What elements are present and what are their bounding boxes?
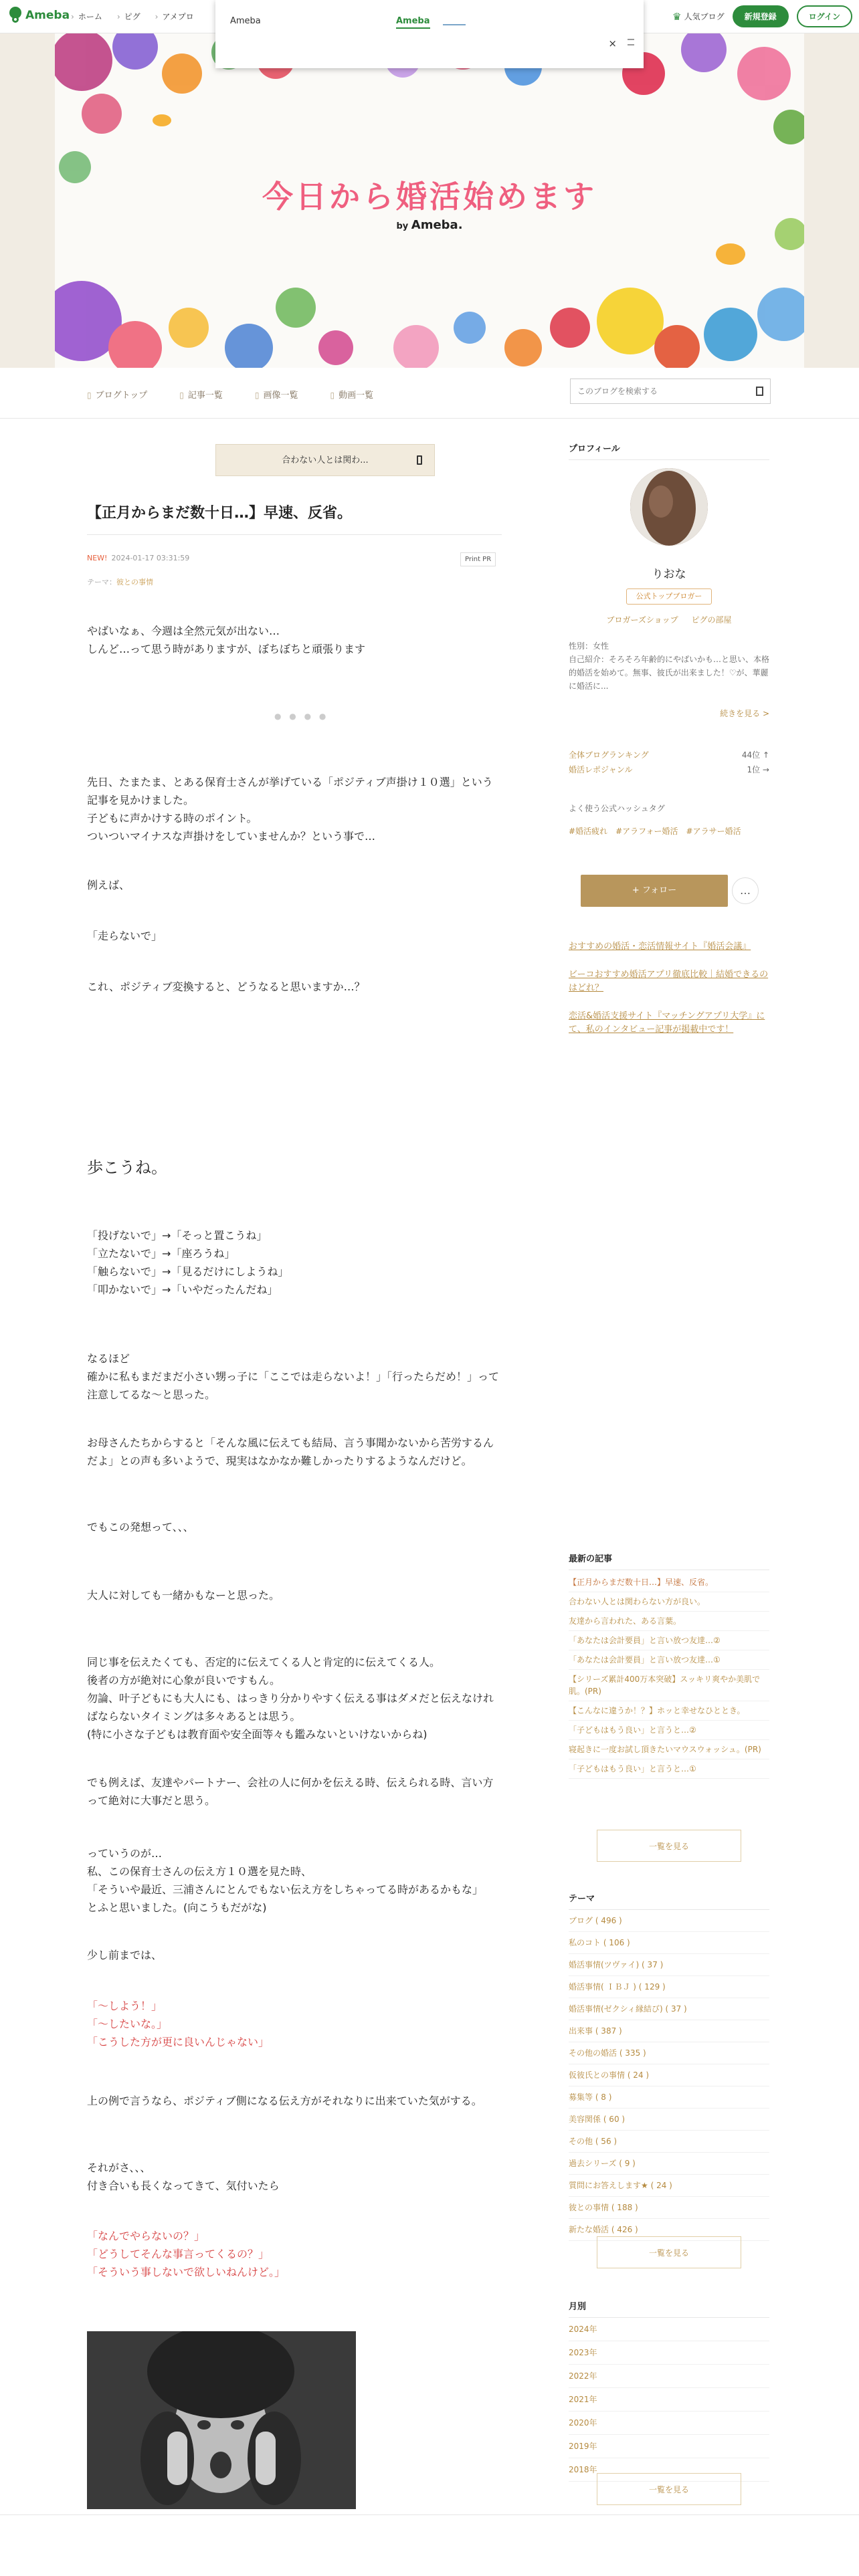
theme-item[interactable]: 私のコト ( 106 ) xyxy=(569,1932,769,1954)
official-links xyxy=(569,614,769,625)
new-badge: NEW! xyxy=(87,554,108,562)
crown-icon: ♛ xyxy=(672,10,682,23)
hashtag-1[interactable]: #婚活疲れ xyxy=(569,827,608,836)
prev-entry-button[interactable] xyxy=(215,444,435,476)
register-button[interactable]: 新規登録 xyxy=(733,5,789,27)
entry-icon xyxy=(417,455,422,465)
recent-item[interactable]: 「あなたは会計要員」と言い放つ友達…② xyxy=(569,1631,769,1650)
ranking-genre-value: 1位 → xyxy=(747,765,769,774)
more-options-button[interactable]: … xyxy=(732,877,759,904)
theme-item[interactable]: 過去シリーズ ( 9 ) xyxy=(569,2153,769,2175)
ranking-genre-label: 婚活レポジャンル xyxy=(569,765,633,774)
hashtag-3[interactable]: #アラサー婚活 xyxy=(686,827,741,836)
ad-link-2[interactable]: ビーコおすすめ婚活アプリ徹底比較｜結婚できるのはどれ？ xyxy=(569,970,769,993)
popup-close-button[interactable]: × xyxy=(608,37,617,49)
banner-byline xyxy=(55,218,804,232)
banner-title: 今日から婚活始めます xyxy=(262,179,597,215)
post-paragraph-4: 「走らないで」 xyxy=(87,930,163,942)
menu-icon[interactable] xyxy=(628,39,634,45)
profile-description: 性別：女性 自己紹介：そろそろ年齢的にやばいかも…と思い、本格的婚活を始めて。無事、彼氏が出来ました！♡が、華麗に婚活に... xyxy=(569,641,770,691)
theme-item[interactable]: 婚活事情( ＩＢＪ ) ( 129 ) xyxy=(569,1976,769,1998)
nav-pigg[interactable]: › ピグ xyxy=(117,11,140,22)
ad-link-1[interactable]: おすすめの婚活・恋活情報サイト『婚活会議』 xyxy=(569,942,751,952)
post-paragraph-13: っていうのが… 私、この保育士さんの伝え方１０選を見た時、 「そういや最近、三浦さんにとんでもない伝え方をしちゃってる時があるかもな」 とふと思いました。(向こうもだがな) xyxy=(87,1847,484,1914)
official-badge: 公式トップブロガー xyxy=(626,588,712,605)
nav-image-list[interactable]: ▯ 画像一覧 xyxy=(255,388,298,401)
recent-item[interactable]: 「あなたは会計要員」と言い放つ友達…① xyxy=(569,1650,769,1670)
recent-item[interactable]: 友達から言われた、ある言葉。 xyxy=(569,1612,769,1631)
header-popup xyxy=(215,0,644,68)
hashtag-2[interactable]: #アラフォー婚活 xyxy=(615,827,678,836)
post-date: 2024-01-17 03:31:59 xyxy=(111,554,190,562)
post-paragraph-8: お母さんたちからすると「そんな風に伝えても結局、言う事聞かないから苦労するんだよ」との声も多いようで、現実はなかなか難しかったりするようなんだけど。 xyxy=(87,1436,494,1467)
nav-home[interactable]: › ホーム xyxy=(71,11,102,22)
woman-photo-illustration xyxy=(87,2331,356,2509)
prev-entry-label: 合わない人とは関わ... xyxy=(282,455,369,465)
month-heading: 月別 xyxy=(569,2299,769,2318)
profile-heading: プロフィール xyxy=(569,441,769,460)
byline-by: by xyxy=(396,221,409,231)
ameba-logo[interactable] xyxy=(8,7,70,24)
pigg-room-link[interactable]: ピグの部屋 xyxy=(691,615,732,625)
post-paragraph-16: 上の例で言うなら、ポジティブ側になる伝え方がそれなりに出来ていた気がする。 xyxy=(87,2095,482,2107)
theme-item[interactable]: 婚活事情(ツヴァイ) ( 37 ) xyxy=(569,1954,769,1976)
month-item[interactable]: 2022年 xyxy=(569,2365,769,2388)
theme-item[interactable]: その他の婚活 ( 335 ) xyxy=(569,2042,769,2064)
post-paragraph-9: でもこの発想って、、、 xyxy=(87,1521,194,1533)
post-paragraph-10: 大人に対しても一緒かもなーと思った。 xyxy=(87,1589,280,1602)
profile-name[interactable]: りおな xyxy=(652,568,686,581)
recent-heading: 最新の記事 xyxy=(569,1551,769,1570)
post-quote-negative: 「なんでやらないの？」 「どうしてそんな事言ってくるの？」 「そういう事しないで欲しいねんけど。」 xyxy=(87,2230,286,2278)
recent-item[interactable]: 合わない人とは関わらない方が良い。 xyxy=(569,1592,769,1612)
blog-nav-items xyxy=(87,388,373,401)
bloggers-shop-link[interactable]: ブロガーズショップ xyxy=(606,615,678,625)
theme-list xyxy=(569,1910,769,2241)
blog-search xyxy=(570,379,771,404)
post-paragraph-6: 「投げないで」→「そっと置こうね」 「立たないで」→「座ろうね」 「触らないで」→「見るだけにしようね」 「叩かないで」→「いやだったんだね」 xyxy=(87,1229,289,1296)
popup-tab-indicator xyxy=(443,24,466,25)
theme-label: テーマ： xyxy=(87,578,116,586)
global-nav xyxy=(71,11,194,22)
post-meta xyxy=(87,554,189,562)
popular-blog-label: 人気ブログ xyxy=(684,12,725,21)
post-paragraph-2: 先日、たまたま、とある保育士さんが挙げている「ポジティブ声掛け１０選」という記事を見かけました。 子どもに声かけする時のポイント。 ついついマイナスな声掛けをしていませんか？という事で… xyxy=(87,776,493,843)
print-pr-button[interactable]: Print PR xyxy=(460,552,496,566)
month-item[interactable]: 2018年 xyxy=(569,2458,769,2482)
popular-blog-link[interactable] xyxy=(672,11,724,23)
recent-list xyxy=(569,1573,769,1779)
theme-link[interactable]: 彼との事情 xyxy=(116,578,153,586)
popup-active-tab[interactable]: Ameba xyxy=(396,16,430,29)
post-paragraph-5: これ、ポジティブ変換すると、どうなると思いますか…？ xyxy=(87,980,365,993)
post-paragraph-17: それがさ、、、 付き合いも長くなってきて、気付いたら xyxy=(87,2161,280,2192)
profile-more-link[interactable]: 続きを見る > xyxy=(720,709,769,718)
post-title: 【正月からまだ数十日…】早速、反省。 xyxy=(87,502,502,535)
ranking-overall-value: 44位 ↑ xyxy=(741,750,769,760)
post-paragraph-12: でも例えば、友達やパートナー、会社の人に何かを伝える時、伝えられる時、言い方って絶対に大事だと思う。 xyxy=(87,1776,494,1807)
ranking-overall-label: 全体ブログランキング xyxy=(569,750,649,760)
ameba-logo-icon xyxy=(8,7,23,24)
nav-blog-top[interactable]: ▯ ブログトップ xyxy=(87,388,147,401)
theme-item[interactable]: ブログ ( 496 ) xyxy=(569,1910,769,1932)
blog-search-input[interactable] xyxy=(571,379,738,403)
ad-link-3[interactable]: 恋活&婚活支援サイト『マッチングアプリ大学』にて、私のインタビュー記事が掲載中です！ xyxy=(569,1011,765,1035)
theme-item[interactable]: 彼との事情 ( 188 ) xyxy=(569,2197,769,2219)
theme-item[interactable]: 出来事 ( 387 ) xyxy=(569,2020,769,2042)
post-photo[interactable] xyxy=(87,2331,356,2509)
search-icon[interactable] xyxy=(756,387,763,396)
avatar-image xyxy=(630,468,708,546)
recent-item[interactable]: 【シリーズ累計400万本突破】スッキリ爽やか美肌で肌。(PR) xyxy=(569,1670,769,1701)
post-paragraph-1: やばいなぁ、今週は全然元気が出ない… しんど…って思う時がありますが、ぼちぼちと頑張ります xyxy=(87,625,366,655)
theme-item[interactable]: 募集等 ( 8 ) xyxy=(569,2086,769,2109)
follow-button[interactable]: + フォロー xyxy=(581,875,728,907)
month-item[interactable]: 2019年 xyxy=(569,2435,769,2458)
header-actions xyxy=(672,5,852,27)
banner-area xyxy=(0,33,859,368)
nav-amepro[interactable]: › アメプロ xyxy=(155,11,194,22)
post-paragraph-14: 少し前までは、 xyxy=(87,1949,163,1961)
theme-see-all-button[interactable]: 一覧を見る xyxy=(597,2236,741,2268)
month-item[interactable]: 2023年 xyxy=(569,2341,769,2365)
month-see-all-button[interactable]: 一覧を見る xyxy=(597,2473,741,2505)
post-paragraph-11: 同じ事を伝えたくても、否定的に伝えてくる人と肯定的に伝えてくる人。 後者の方が絶対に心象が良いですもん。 勿論、叶子どもにも大人にも、はっきり分かりやすく伝える事はダメだと伝えなければならないタイミングは多々あるとは思う。 (特に小さな子どもは教育面や安全面等々も鑑みないといけないからね) xyxy=(87,1656,494,1741)
recent-see-all-button[interactable]: 一覧を見る xyxy=(597,1830,741,1862)
post-paragraph-7: なるほど 確かに私もまだまだ小さい甥っ子に「ここでは走らないよ！」「行ったらだめ！」って注意してるな〜と思った。 xyxy=(87,1352,500,1401)
blog-banner[interactable] xyxy=(55,33,804,368)
month-list xyxy=(569,2318,769,2482)
ranking-overall[interactable] xyxy=(569,749,769,760)
recent-item[interactable]: 【こんなに違うか！？】ホッと幸せなひととき。 xyxy=(569,1701,769,1721)
recent-item[interactable]: 寝起きに一度お試し頂きたいマウスウォッシュ。(PR) xyxy=(569,1740,769,1759)
logo-text: Ameba xyxy=(25,9,70,22)
theme-item[interactable]: その他 ( 56 ) xyxy=(569,2131,769,2153)
login-button[interactable]: ログイン xyxy=(797,5,852,27)
nav-video-list[interactable]: ▯ 動画一覧 xyxy=(330,388,373,401)
ad-loading-dots: ● ● ● ● xyxy=(274,712,329,721)
theme-item[interactable]: 婚活事情(ゼクシィ縁結び) ( 37 ) xyxy=(569,1998,769,2020)
hashtag-heading: よく使う公式ハッシュタグ xyxy=(569,804,665,813)
theme-item[interactable]: 質問にお答えします★ ( 24 ) xyxy=(569,2175,769,2197)
popup-label: Ameba xyxy=(230,16,261,26)
ranking-genre[interactable] xyxy=(569,764,769,775)
post-quote-positive: 「〜しよう！」 「〜したいな。」 「こうした方が更に良いんじゃない」 xyxy=(87,2000,270,2048)
nav-entry-list[interactable]: ▯ 記事一覧 xyxy=(179,388,223,401)
post-theme xyxy=(87,576,153,587)
theme-item[interactable]: 新たな婚活 ( 426 ) xyxy=(569,2219,769,2241)
post-heading: 歩こうね。 xyxy=(87,1158,167,1177)
hashtag-list xyxy=(569,825,741,837)
recent-item[interactable]: 「子どもはもう良い」と言うと…② xyxy=(569,1721,769,1740)
month-item[interactable]: 2021年 xyxy=(569,2388,769,2411)
month-item[interactable]: 2024年 xyxy=(569,2318,769,2341)
theme-item[interactable]: 仮彼氏との事情 ( 24 ) xyxy=(569,2064,769,2086)
theme-heading: テーマ xyxy=(569,1891,769,1910)
profile-avatar[interactable] xyxy=(630,468,708,546)
footer-divider xyxy=(0,2514,859,2515)
byline-brand: Ameba. xyxy=(411,218,463,232)
theme-item[interactable]: 美容関係 ( 60 ) xyxy=(569,2109,769,2131)
recent-item[interactable]: 【正月からまだ数十日…】早速、反省。 xyxy=(569,1573,769,1592)
post-paragraph-3: 例えば、 xyxy=(87,879,130,891)
month-item[interactable]: 2020年 xyxy=(569,2411,769,2435)
recent-item[interactable]: 「子どもはもう良い」と言うと…① xyxy=(569,1759,769,1779)
